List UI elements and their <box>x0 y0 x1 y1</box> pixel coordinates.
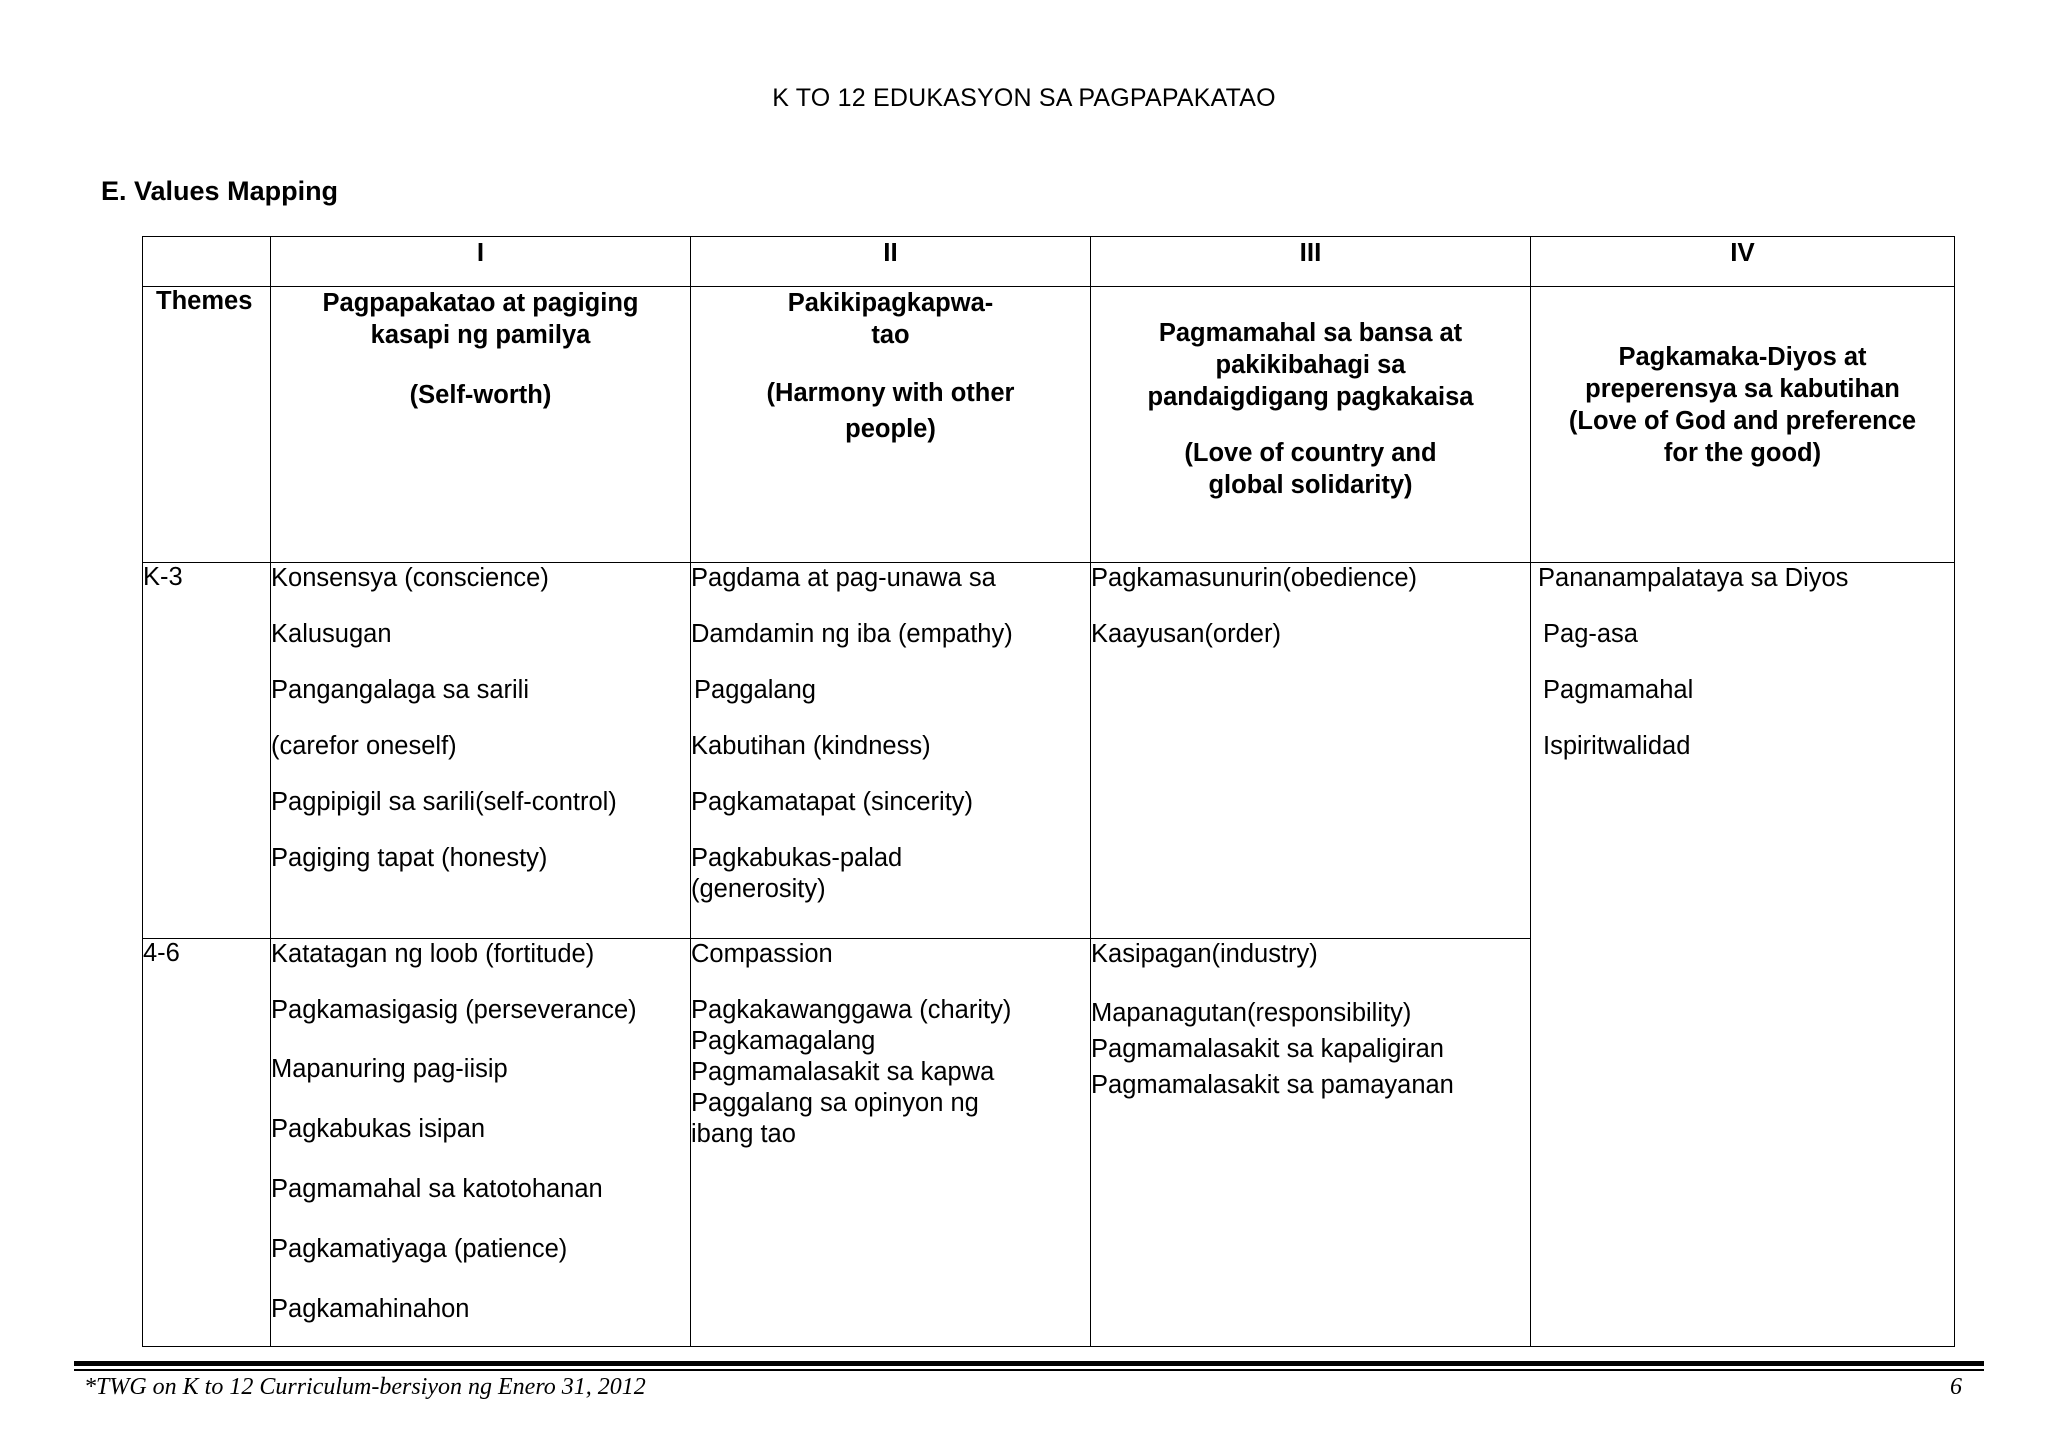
theme-3 <box>1091 287 1531 563</box>
theme-4 <box>1531 287 1955 563</box>
theme-line: global solidarity) <box>1208 471 1413 499</box>
value-item: Katatagan ng loob (fortitude) <box>271 940 595 968</box>
value-item: Pagmamahal sa katotohanan <box>271 1175 603 1203</box>
k3-col2-values <box>691 563 1091 939</box>
g46-col3-values <box>1091 939 1531 1347</box>
value-item: Pagkabukas-palad(generosity) <box>691 844 903 903</box>
column-numeral-2: II <box>691 237 1091 287</box>
value-item: Pangangalaga sa sarili <box>271 676 530 704</box>
roman-numeral-row <box>143 237 1955 287</box>
value-item: Pag-asa <box>1543 620 1638 648</box>
theme-2-english <box>705 375 1076 447</box>
theme-1-name <box>285 287 676 351</box>
value-item: Kaayusan(order) <box>1091 620 1281 648</box>
value-item: Pagkamatiyaga (patience) <box>271 1235 568 1263</box>
section-title: E. Values Mapping <box>101 176 339 206</box>
value-item: Mapanuring pag-iisip <box>271 1055 508 1083</box>
value-item: Pagmamalasakit sa kapwa <box>691 1058 995 1086</box>
footer-rule-thin <box>74 1369 1984 1371</box>
theme-line: Pagkamaka-Diyos at <box>1618 343 1867 371</box>
value-item: Compassion <box>691 940 833 968</box>
column-numeral-4: IV <box>1531 237 1955 287</box>
theme-1 <box>271 287 691 563</box>
theme-1-english: (Self-worth) <box>409 381 552 409</box>
theme-2 <box>691 287 1091 563</box>
themes-label: Themes <box>143 287 271 563</box>
column-numeral-3: III <box>1091 237 1531 287</box>
theme-line: preperensya sa kabutihan <box>1585 375 1900 403</box>
value-item: Pagkamahinahon <box>271 1295 470 1323</box>
grade-row-k-3 <box>143 563 1955 939</box>
page-number: 6 <box>1950 1374 1962 1400</box>
theme-line: tao <box>871 321 910 349</box>
value-item: Mapanagutan(responsibility) <box>1091 999 1412 1027</box>
theme-4-name <box>1545 341 1940 469</box>
theme-line: pakikibahagi sa <box>1215 351 1406 379</box>
theme-3-english <box>1105 437 1516 501</box>
theme-line: Pagpapakatao at pagiging <box>322 289 639 317</box>
value-item: Pagdama at pag-unawa sa <box>691 564 996 592</box>
value-item: Kabutihan (kindness) <box>691 732 931 760</box>
theme-line: (Love of country and <box>1184 439 1437 467</box>
theme-3-name <box>1105 317 1516 413</box>
footer-note: *TWG on K to 12 Curriculum-bersiyon ng Enero 31, 2012 <box>84 1374 646 1400</box>
empty-corner-cell <box>143 237 271 287</box>
value-item: Ispiritwalidad <box>1543 732 1691 760</box>
theme-line: for the good) <box>1663 439 1822 467</box>
value-item: Paggalang <box>694 676 816 704</box>
theme-line: people) <box>845 415 936 443</box>
k3-col1-values <box>271 563 691 939</box>
theme-line: pandaigdigang pagkakaisa <box>1147 383 1474 411</box>
grade-label-4-6: 4-6 <box>143 939 271 1347</box>
k3-col3-values <box>1091 563 1531 939</box>
col4-values <box>1531 563 1955 1347</box>
g46-col1-values <box>271 939 691 1347</box>
theme-line: Pagmamahal sa bansa at <box>1158 319 1463 347</box>
value-item: Pagkamagalang <box>691 1027 876 1055</box>
document-header: K TO 12 EDUKASYON SA PAGPAPAKATAO <box>772 84 1276 112</box>
value-item: Pagkamasunurin(obedience) <box>1091 564 1418 592</box>
value-item: Damdamin ng iba (empathy) <box>691 620 1013 648</box>
grade-label-k-3: K-3 <box>143 563 271 939</box>
values-mapping-table <box>142 236 1955 1347</box>
value-item: Pagmamalasakit sa kapaligiran <box>1091 1035 1444 1063</box>
theme-line: (Love of God and preference <box>1568 407 1917 435</box>
value-item: Pagmamahal <box>1543 676 1694 704</box>
value-item: Pagkakawanggawa (charity) <box>691 996 1012 1024</box>
value-item: Pagkabukas isipan <box>271 1115 486 1143</box>
value-item: Pagmamalasakit sa pamayanan <box>1091 1071 1454 1099</box>
value-item: Pagkamasigasig (perseverance) <box>271 996 637 1024</box>
column-numeral-1: I <box>271 237 691 287</box>
value-item: (carefor oneself) <box>271 732 457 760</box>
value-item: Kalusugan <box>271 620 392 648</box>
themes-row <box>143 287 1955 563</box>
value-item: Pananampalataya sa Diyos <box>1538 564 1849 592</box>
value-item: Pagiging tapat (honesty) <box>271 844 548 872</box>
value-item: Pagkamatapat (sincerity) <box>691 788 974 816</box>
value-item: Konsensya (conscience) <box>271 564 549 592</box>
value-item: Paggalang sa opinyon ng ibang tao <box>691 1089 979 1148</box>
theme-line: kasapi ng pamilya <box>370 321 591 349</box>
g46-col2-values <box>691 939 1091 1347</box>
value-item: Kasipagan(industry) <box>1091 940 1318 968</box>
theme-2-name <box>705 287 1076 351</box>
theme-line: Pakikipagkapwa- <box>787 289 994 317</box>
footer-rule <box>74 1361 1984 1366</box>
theme-line: (Harmony with other <box>766 379 1015 407</box>
value-item: Pagpipigil sa sarili(self-control) <box>271 788 617 816</box>
